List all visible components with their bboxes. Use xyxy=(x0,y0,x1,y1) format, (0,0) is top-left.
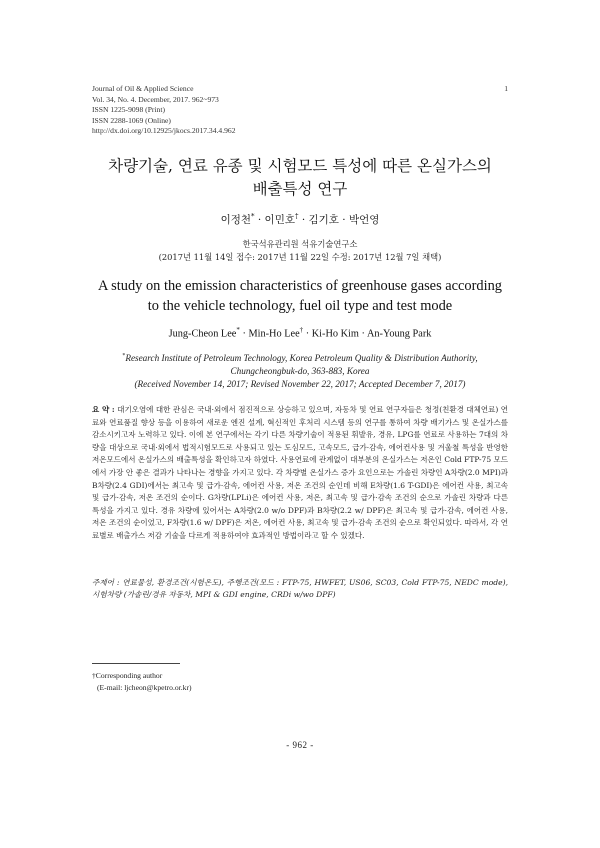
ko-author-2-mark: † xyxy=(294,212,299,221)
ko-author-sep: · xyxy=(298,214,309,226)
en-author-1-mark: * xyxy=(236,326,240,334)
ko-author-sep: · xyxy=(338,214,349,226)
english-affiliation-line2: Chungcheongbuk-do, 363-883, Korea xyxy=(230,365,370,376)
korean-authors xyxy=(0,212,600,227)
en-author-sep: · xyxy=(303,328,312,340)
english-title-line1: A study on the emission characteristics of greenhouse gases according xyxy=(97,278,503,294)
journal-issn-online: ISSN 2288-1069 (Online) xyxy=(92,115,171,125)
corresponding-email: (E-mail: ljcheon@kpetro.or.kr) xyxy=(97,682,192,692)
corresponding-author: †Corresponding author xyxy=(92,671,163,680)
abstract xyxy=(92,404,508,543)
en-author-sep: · xyxy=(239,328,249,340)
journal-issn-print: ISSN 1225-9098 (Print) xyxy=(92,105,165,115)
footnote-divider xyxy=(92,663,180,664)
ko-author-4: 박언영 xyxy=(348,214,380,226)
abstract-text: 대기오염에 대한 관심은 국내·외에서 점진적으로 상승하고 있으며, 자동차 및 연료 연구자들은 청정(친환경 대체연료) 연료와 연료품질 향상 등을 이용하여 새로운 엔진 설계, 혁신적인 후처리 시스템 등의 연구를 통하여 차량 배기가스 및 온실가스를 감소시키고자 노력하고 있다. 이에 본 연구에서는 각기 다른 차량기술이 적용된 휘발유, 경유, LPG를 연료로 사용하는 7대의 차량을 대상으로 국내·외에서 법적시험모드로 사용되고 있는 도심모드, 고속모드, 급가·감속, 에어컨사용 및 겨울철 특성을 반영한 저온모드에서 온실가스의 배출특성을 확인하고자 하였다. 사용연료에 관계없이 대부분의 온실가스는 저온인 Cold FTP-75 모드에서 가장 안 좋은 결과가 나타나는 경향을 가지고 있다. 각 차량별 온실가스 증가 요인으로는 가솔린 차량인 A차량(2.0 MPI)과 B차량(2.4 GDI)에서는 최고속 및 급가·감속, 에어컨 사용, 저온 조건의 순인데 비해 E차량(1.6 T-GDI)은 에어컨 사용, 최고속 및 급가·감속, 저온 조건의 순이다. G차량(LPLi)은 에어컨 사용, 저온, 최고속 및 급가·감속 조건의 순으로 가솔린 차량과 다른 특성을 가지고 있다. 경유 차량에 있어서는 A차량(2.0 w/o DPF)과 B차량(2.2 w/ DPF)은 최고속 및 급가·감속, 에어컨 사용, 저온 조건의 순이었고, F차량(1.6 w/ DPF)은 저온, 에어컨 사용, 최고속 및 급가·감속 조건의 순으로 확인되었다. 따라서, 각 연료별로 배출가스 저감 기술을 다르게 적용하여야 효과적인 방법이라고 할 수 있겠다. xyxy=(92,405,508,540)
journal-header xyxy=(92,84,236,137)
en-author-2-mark: † xyxy=(299,326,304,334)
korean-title-line2: 배출특성 연구 xyxy=(252,180,348,198)
korean-dates: (2017년 11월 14일 접수: 2017년 11월 22일 수정: 2017년 12월 7일 채택) xyxy=(158,252,442,262)
en-author-3: Ki-Ho Kim xyxy=(311,328,359,340)
ko-author-1: 이정천 xyxy=(220,214,252,226)
ko-author-1-mark: * xyxy=(251,212,255,221)
korean-title-line1: 차량기술, 연료 유종 및 시험모드 특성에 따른 온실가스의 xyxy=(108,157,492,175)
english-authors xyxy=(0,326,600,339)
en-author-1: Jung-Cheon Lee xyxy=(168,328,237,340)
footnote xyxy=(92,670,192,693)
affiliation-mark: * xyxy=(122,353,126,359)
english-affiliation-line1 xyxy=(96,350,504,365)
english-title xyxy=(90,276,510,316)
korean-affiliation-block xyxy=(0,238,600,264)
top-page-number: 1 xyxy=(504,84,508,93)
en-author-2: Min-Ho Lee xyxy=(248,328,300,340)
ko-author-2: 이민호 xyxy=(264,214,295,226)
english-affiliation-text: Research Institute of Petroleum Technology, Korea Petroleum Quality & Distribution Authority, xyxy=(125,353,478,364)
journal-doi-link[interactable]: http://dx.doi.org/10.12925/jkocs.2017.34.4.962 xyxy=(92,126,236,136)
korean-title xyxy=(60,155,540,201)
english-affiliation-block xyxy=(96,350,504,390)
english-title-line2: to the vehicle technology, fuel oil type and test mode xyxy=(147,298,453,314)
en-author-4: An-Young Park xyxy=(366,328,432,340)
korean-affiliation: 한국석유관리원 석유기술연구소 xyxy=(242,239,358,249)
bottom-page-number: - 962 - xyxy=(286,740,314,750)
english-dates: (Received November 14, 2017; Revised November 22, 2017; Accepted December 7, 2017) xyxy=(134,378,466,389)
keywords: 주제어 : 연료물성, 환경조건(시험온도), 주행조건(모드 : FTP-75, HWFET, US06, SC03, Cold FTP-75, NEDC mode), 시험차량 (가솔린/경유 자동차, MPI & GDI engine, CRDi w/wo DPF) xyxy=(92,578,508,600)
abstract-label: 요 약 : xyxy=(92,405,115,414)
journal-volume: Vol. 34, No. 4. December, 2017. 962~973 xyxy=(92,94,219,104)
ko-author-3: 김기호 xyxy=(308,214,339,226)
journal-name: Journal of Oil & Applied Science xyxy=(92,84,194,93)
en-author-sep: · xyxy=(358,328,367,340)
ko-author-sep: · xyxy=(254,214,265,226)
